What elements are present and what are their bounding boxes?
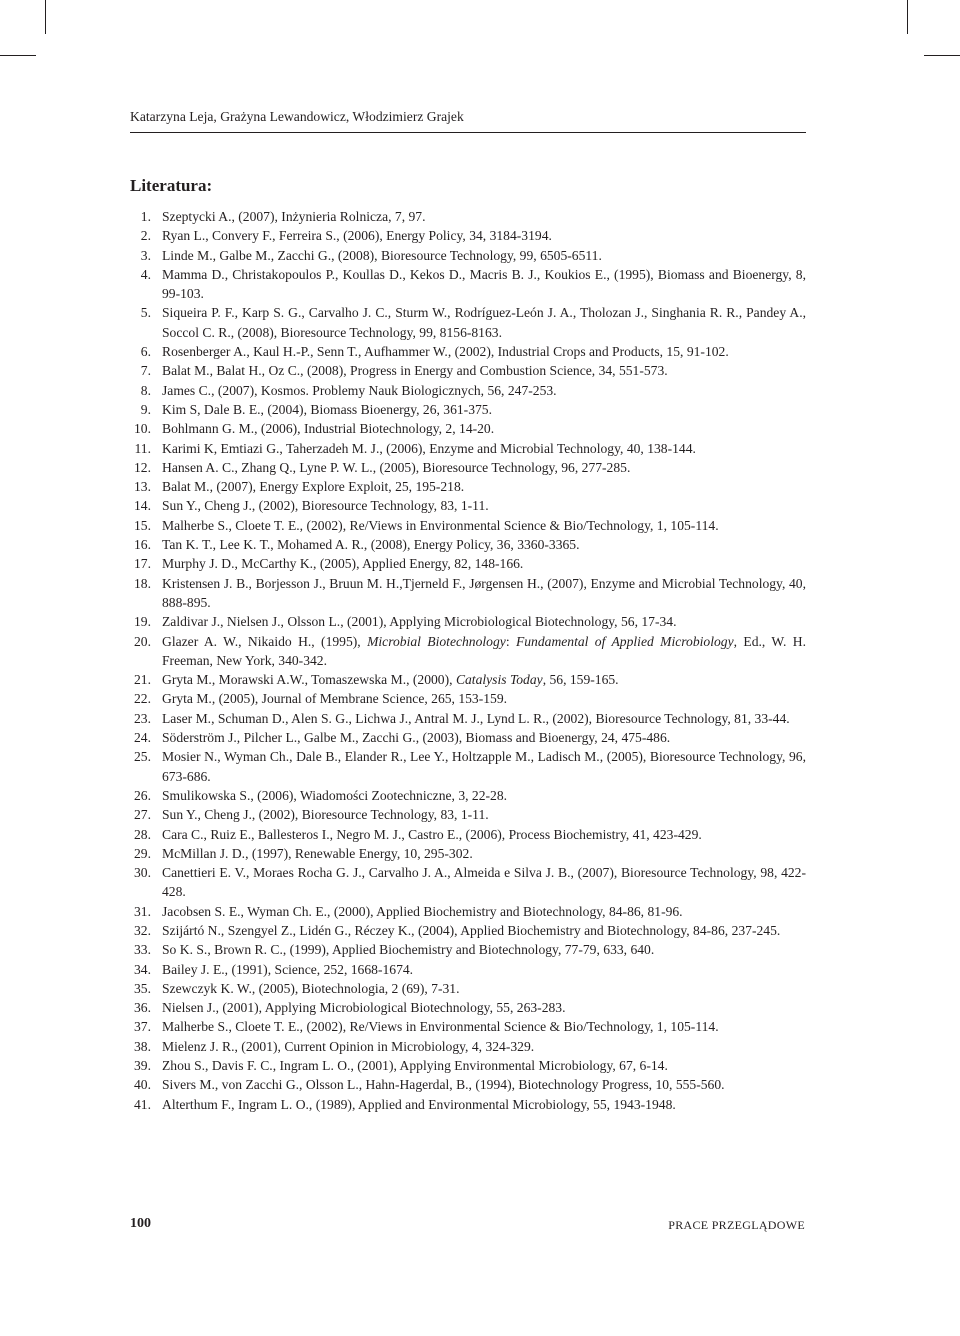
reference-list: [130, 207, 806, 1114]
section-title: Literatura:: [130, 176, 213, 195]
reference-item: [130, 516, 806, 535]
reference-text: Mielenz J. R., (2001), Current Opinion in Microbiology, 4, 324-329.: [162, 1038, 535, 1054]
reference-item: [130, 632, 806, 671]
reference-text: James C., (2007), Kosmos. Problemy Nauk Biologicznych, 56, 247-253.: [162, 382, 557, 398]
reference-number: 29.: [134, 845, 151, 861]
reference-number: 7.: [140, 363, 151, 379]
reference-number: 2.: [140, 228, 151, 244]
reference-number: 31.: [134, 903, 151, 919]
reference-item: [130, 921, 806, 940]
reference-text: Zhou S., Davis F. C., Ingram L. O., (2001), Applying Environmental Microbiology, 67, 6-14.: [162, 1058, 668, 1074]
reference-number: 38.: [134, 1038, 151, 1054]
reference-number: 35.: [134, 980, 151, 996]
reference-number: 41.: [134, 1096, 151, 1112]
reference-item: [130, 439, 806, 458]
reference-text: Ryan L., Convery F., Ferreira S., (2006), Energy Policy, 34, 3184-3194.: [162, 228, 552, 244]
reference-item: [130, 612, 806, 631]
reference-text: Smulikowska S., (2006), Wiadomości Zootechniczne, 3, 22-28.: [162, 787, 508, 803]
reference-number: 39.: [134, 1058, 151, 1074]
reference-item: [130, 477, 806, 496]
reference-item: [130, 342, 806, 361]
reference-text: Tan K. T., Lee K. T., Mohamed A. R., (2008), Energy Policy, 36, 3360-3365.: [162, 537, 580, 553]
reference-number: 34.: [134, 961, 151, 977]
reference-text: Kristensen J. B., Borjesson J., Bruun M. H.,Tjerneld F., Jørgensen H., (2007), Enzyme and Microbial Technology, 40, 888-895.: [162, 575, 806, 610]
reference-text: McMillan J. D., (1997), Renewable Energy, 10, 295-302.: [162, 845, 473, 861]
reference-text: Hansen A. C., Zhang Q., Lyne P. W. L., (2005), Bioresource Technology, 96, 277-285.: [162, 459, 631, 475]
reference-item: [130, 361, 806, 380]
reference-item: [130, 786, 806, 805]
reference-text: , Ed., W. H. Freeman, New York, 340-342.: [162, 633, 806, 668]
reference-italic-title: Microbial Biotechnology: [367, 633, 506, 649]
reference-number: 9.: [140, 401, 151, 417]
reference-item: [130, 265, 806, 304]
reference-text: Alterthum F., Ingram L. O., (1989), Applied and Environmental Microbiology, 55, 1943-1948.: [162, 1096, 676, 1112]
reference-number: 32.: [134, 922, 151, 938]
reference-text: Szeptycki A., (2007), Inżynieria Rolnicza, 7, 97.: [162, 209, 426, 224]
reference-number: 40.: [134, 1077, 151, 1093]
reference-number: 15.: [134, 517, 151, 533]
reference-number: 13.: [134, 479, 151, 495]
reference-item: [130, 1037, 806, 1056]
reference-number: 17.: [134, 556, 151, 572]
reference-item: [130, 554, 806, 573]
reference-item: [130, 960, 806, 979]
reference-item: [130, 574, 806, 613]
reference-number: 21.: [134, 672, 151, 688]
reference-number: 37.: [134, 1019, 151, 1035]
reference-number: 1.: [140, 209, 151, 224]
reference-item: [130, 381, 806, 400]
reference-item: [130, 902, 806, 921]
reference-number: 4.: [140, 266, 151, 282]
reference-number: 25.: [134, 749, 151, 765]
reference-text: Sivers M., von Zacchi G., Olsson L., Hahn-Hagerdal, B., (1994), Biotechnology Progress, 10, 555-560.: [162, 1077, 725, 1093]
reference-number: 27.: [134, 807, 151, 823]
reference-item: [130, 226, 806, 245]
crop-mark: [924, 55, 960, 56]
reference-text: Bailey J. E., (1991), Science, 252, 1668-1674.: [162, 961, 414, 977]
reference-item: [130, 670, 806, 689]
reference-text: Karimi K, Emtiazi G., Taherzadeh M. J., (2006), Enzyme and Microbial Technology, 40, 138-144.: [162, 440, 696, 456]
reference-text: Rosenberger A., Kaul H.-P., Senn T., Aufhammer W., (2002), Industrial Crops and Products, 15, 91-102.: [162, 344, 729, 360]
reference-number: 24.: [134, 730, 151, 746]
reference-text: Sun Y., Cheng J., (2002), Bioresource Technology, 83, 1-11.: [162, 498, 489, 514]
reference-text: Malherbe S., Cloete T. E., (2002), Re/Views in Environmental Science & Bio/Technology, 1, 105-114.: [162, 1019, 719, 1035]
reference-number: 19.: [134, 614, 151, 630]
crop-mark: [45, 0, 46, 34]
reference-text: Gryta M., Morawski A.W., Tomaszewska M., (2000),: [162, 672, 456, 688]
reference-text: Söderström J., Pilcher L., Galbe M., Zacchi G., (2003), Biomass and Bioenergy, 24, 475-486.: [162, 730, 671, 746]
reference-text: Bohlmann G. M., (2006), Industrial Biotechnology, 2, 14-20.: [162, 421, 495, 437]
reference-text: Cara C., Ruiz E., Ballesteros I., Negro M. J., Castro E., (2006), Process Biochemistry, 41, 423-429.: [162, 826, 702, 842]
reference-text: Balat M., (2007), Energy Explore Exploit, 25, 195-218.: [162, 479, 465, 495]
reference-item: [130, 728, 806, 747]
reference-text: Laser M., Schuman D., Alen S. G., Lichwa J., Antral M. J., Lynd L. R., (2002), Bioresource Technology, 81, 33-44.: [162, 710, 790, 726]
reference-number: 22.: [134, 691, 151, 707]
reference-number: 8.: [140, 382, 151, 398]
reference-item: [130, 825, 806, 844]
crop-mark: [907, 0, 908, 34]
reference-text: Mamma D., Christakopoulos P., Koullas D., Kekos D., Macris B. J., Koukios E., (1995), Biomass and Bioenergy, 8, 99-103.: [162, 266, 806, 302]
reference-item: [130, 1075, 806, 1094]
reference-number: 18.: [134, 575, 151, 591]
reference-text: Glazer A. W., Nikaido H., (1995),: [162, 633, 368, 649]
reference-number: 36.: [134, 1000, 151, 1016]
reference-item: [130, 689, 806, 708]
reference-item: [130, 863, 806, 902]
reference-number: 5.: [140, 305, 151, 321]
reference-number: 20.: [134, 633, 151, 649]
reference-item: [130, 998, 806, 1017]
reference-item: [130, 805, 806, 824]
running-header: Katarzyna Leja, Grażyna Lewandowicz, Włodzimierz Grajek: [130, 108, 806, 133]
reference-text: Mosier N., Wyman Ch., Dale B., Elander R., Lee Y., Holtzapple M., Ladisch M., (2005), Bioresource Technology, 96, 673-686.: [162, 749, 806, 784]
reference-number: 10.: [134, 421, 151, 437]
reference-number: 11.: [134, 440, 151, 456]
reference-number: 16.: [134, 537, 151, 553]
reference-text: Canettieri E. V., Moraes Rocha G. J., Carvalho J. A., Almeida e Silva J. B., (2007), Bioresource Technology, 98, 422-428.: [162, 865, 806, 900]
reference-number: 6.: [140, 344, 151, 360]
reference-item: [130, 1017, 806, 1036]
reference-text: :: [505, 633, 516, 649]
reference-number: 12.: [134, 459, 151, 475]
reference-item: [130, 709, 806, 728]
reference-number: 30.: [134, 865, 151, 881]
reference-text: Gryta M., (2005), Journal of Membrane Science, 265, 153-159.: [162, 691, 508, 707]
reference-item: [130, 303, 806, 342]
reference-number: 28.: [134, 826, 151, 842]
journal-name: PRACE PRZEGLĄDOWE: [668, 1218, 805, 1232]
reference-item: [130, 496, 806, 515]
reference-item: [130, 246, 806, 265]
reference-italic-title: Catalysis Today: [455, 672, 543, 688]
reference-item: [130, 844, 806, 863]
reference-item: [130, 419, 806, 438]
reference-text: So K. S., Brown R. C., (1999), Applied Biochemistry and Biotechnology, 77-79, 633, 640.: [162, 942, 655, 958]
crop-mark: [0, 55, 36, 56]
reference-item: [130, 747, 806, 786]
reference-text: Zaldivar J., Nielsen J., Olsson L., (2001), Applying Microbiological Biotechnology, 56, 17-34.: [162, 614, 677, 630]
reference-number: 3.: [140, 247, 151, 263]
reference-text: Linde M., Galbe M., Zacchi G., (2008), Bioresource Technology, 99, 6505-6511.: [162, 247, 602, 263]
reference-text: Jacobsen S. E., Wyman Ch. E., (2000), Applied Biochemistry and Biotechnology, 84-86, 81-96.: [162, 903, 683, 919]
reference-item: [130, 979, 806, 998]
reference-text: Malherbe S., Cloete T. E., (2002), Re/Views in Environmental Science & Bio/Technology, 1, 105-114.: [162, 517, 719, 533]
reference-italic-title: Fundamental of Applied Microbiology: [515, 633, 734, 649]
reference-text: , 56, 159-165.: [542, 672, 619, 688]
reference-text: Szijártó N., Szengyel Z., Lidén G., Réczey K., (2004), Applied Biochemistry and Biotechnology, 84-86, 237-245.: [162, 922, 781, 938]
reference-text: Kim S, Dale B. E., (2004), Biomass Bioenergy, 26, 361-375.: [162, 401, 492, 417]
reference-number: 14.: [134, 498, 151, 514]
reference-number: 26.: [134, 787, 151, 803]
reference-text: Nielsen J., (2001), Applying Microbiological Biotechnology, 55, 263-283.: [162, 1000, 566, 1016]
reference-item: [130, 458, 806, 477]
reference-number: 23.: [134, 710, 151, 726]
reference-item: [130, 940, 806, 959]
reference-text: Siqueira P. F., Karp S. G., Carvalho J. C., Sturm W., Rodríguez-León J. A., Tholozan J., Singhania R. R., Pandey A., Soccol C. R., (2008), Bioresource Technology, 99, 8156-8163.: [162, 305, 806, 340]
reference-text: Sun Y., Cheng J., (2002), Bioresource Technology, 83, 1-11.: [162, 807, 489, 823]
reference-item: [130, 1056, 806, 1075]
reference-item: [130, 535, 806, 554]
reference-item: [130, 400, 806, 419]
reference-item: [130, 1095, 806, 1114]
reference-text: Szewczyk K. W., (2005), Biotechnologia, 2 (69), 7-31.: [162, 980, 460, 996]
reference-item: [130, 207, 806, 226]
page-number: 100: [130, 1216, 151, 1231]
reference-text: Balat M., Balat H., Oz C., (2008), Progress in Energy and Combustion Science, 34, 551-573.: [162, 363, 668, 379]
reference-text: Murphy J. D., McCarthy K., (2005), Applied Energy, 82, 148-166.: [162, 556, 524, 572]
reference-number: 33.: [134, 942, 151, 958]
